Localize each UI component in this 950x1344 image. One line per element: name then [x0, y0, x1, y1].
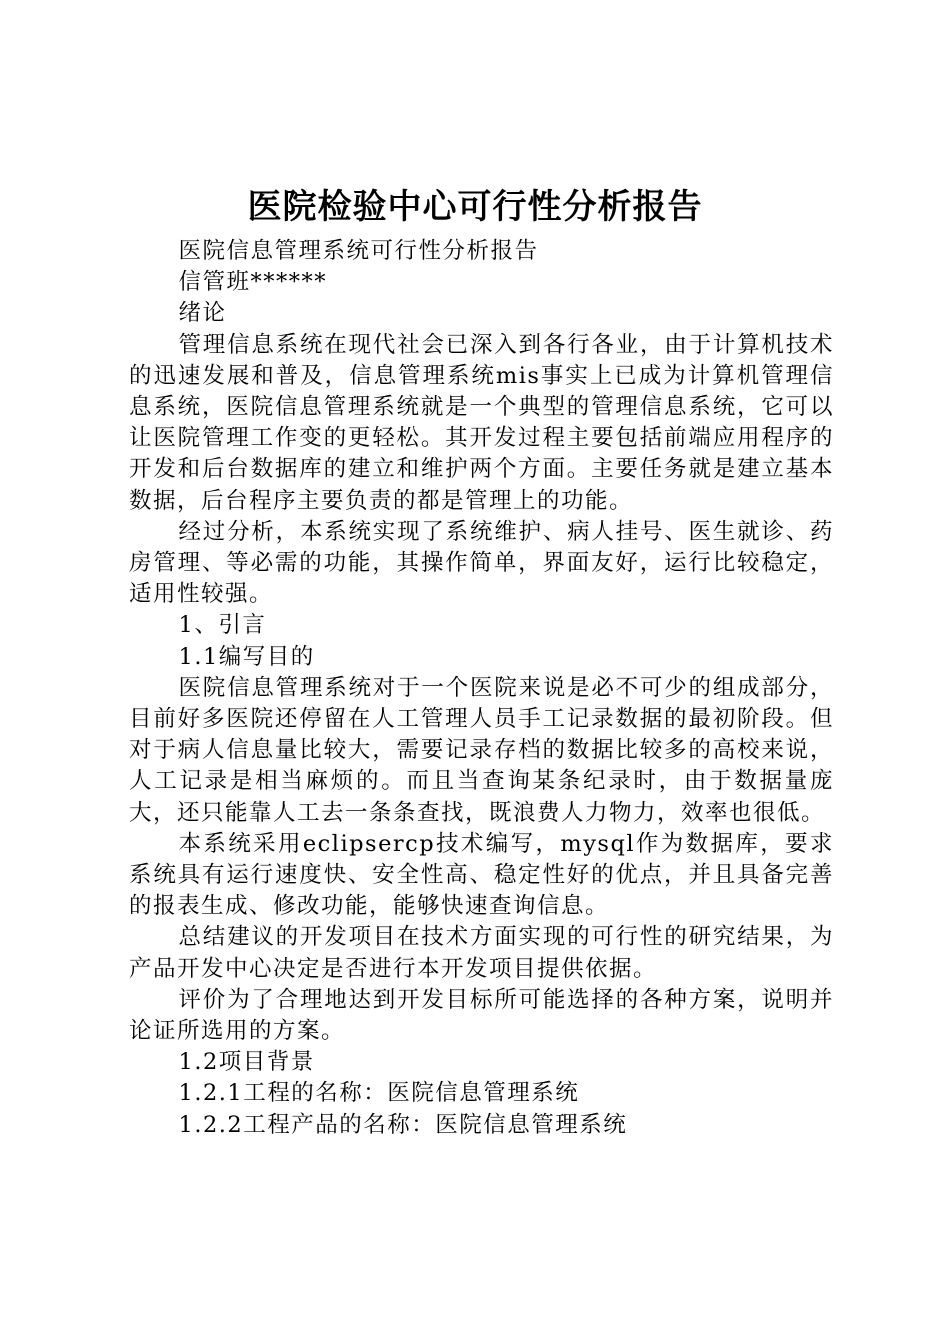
list-item: 1.2.2工程产品的名称：医院信息管理系统: [178, 1111, 628, 1138]
subsection-heading: 1.2项目背景: [178, 1049, 315, 1076]
section-heading-introduction: 绪论: [178, 300, 227, 327]
body-paragraph: 经过分析，本系统实现了系统维护、病人挂号、医生就诊、药房管理、等必需的功能，其操作简单，界面友好，运行比较稳定，适用性较强。: [129, 518, 834, 608]
subsection-heading: 1.1编写目的: [178, 643, 315, 670]
document-title: 医院检验中心可行性分析报告: [247, 187, 703, 227]
body-paragraph: 本系统采用eclipsercp技术编写，mysql作为数据库，要求系统具有运行速度快、安全性高、稳定性好的优点，并且具备完善的报表生成、修改功能，能够快速查询信息。: [129, 830, 834, 920]
body-paragraph: 总结建议的开发项目在技术方面实现的可行性的研究结果，为产品开发中心决定是否进行本开发项目提供依据。: [129, 924, 834, 982]
subtitle-paragraph: 医院信息管理系统可行性分析报告: [178, 238, 539, 264]
author-paragraph: 信管班******: [178, 269, 328, 296]
body-paragraph: 医院信息管理系统对于一个医院来说是必不可少的组成部分，目前好多医院还停留在人工管理人员手工记录数据的最初阶段。但对于病人信息量比较大，需要记录存档的数据比较多的高校来说，人工记录是相当麻烦的。而且当查询某条纪录时，由于数据量庞大，还只能靠人工去一条条查找，既浪费人力物力，效率也很低。: [129, 674, 834, 826]
body-paragraph: 管理信息系统在现代社会已深入到各行各业，由于计算机技术的迅速发展和普及，信息管理系统mis事实上已成为计算机管理信息系统，医院信息管理系统就是一个典型的管理信息系统，它可以让医院管理工作变的更轻松。其开发过程主要包括前端应用程序的开发和后台数据库的建立和维护两个方面。主要任务就是建立基本数据，后台程序主要负责的都是管理上的功能。: [129, 331, 834, 514]
section-heading: 1、引言: [178, 612, 267, 639]
body-paragraph: 评价为了合理地达到开发目标所可能选择的各种方案，说明并论证所选用的方案。: [129, 986, 834, 1045]
list-item: 1.2.1工程的名称：医院信息管理系统: [178, 1080, 580, 1107]
document-body: [129, 236, 834, 1141]
